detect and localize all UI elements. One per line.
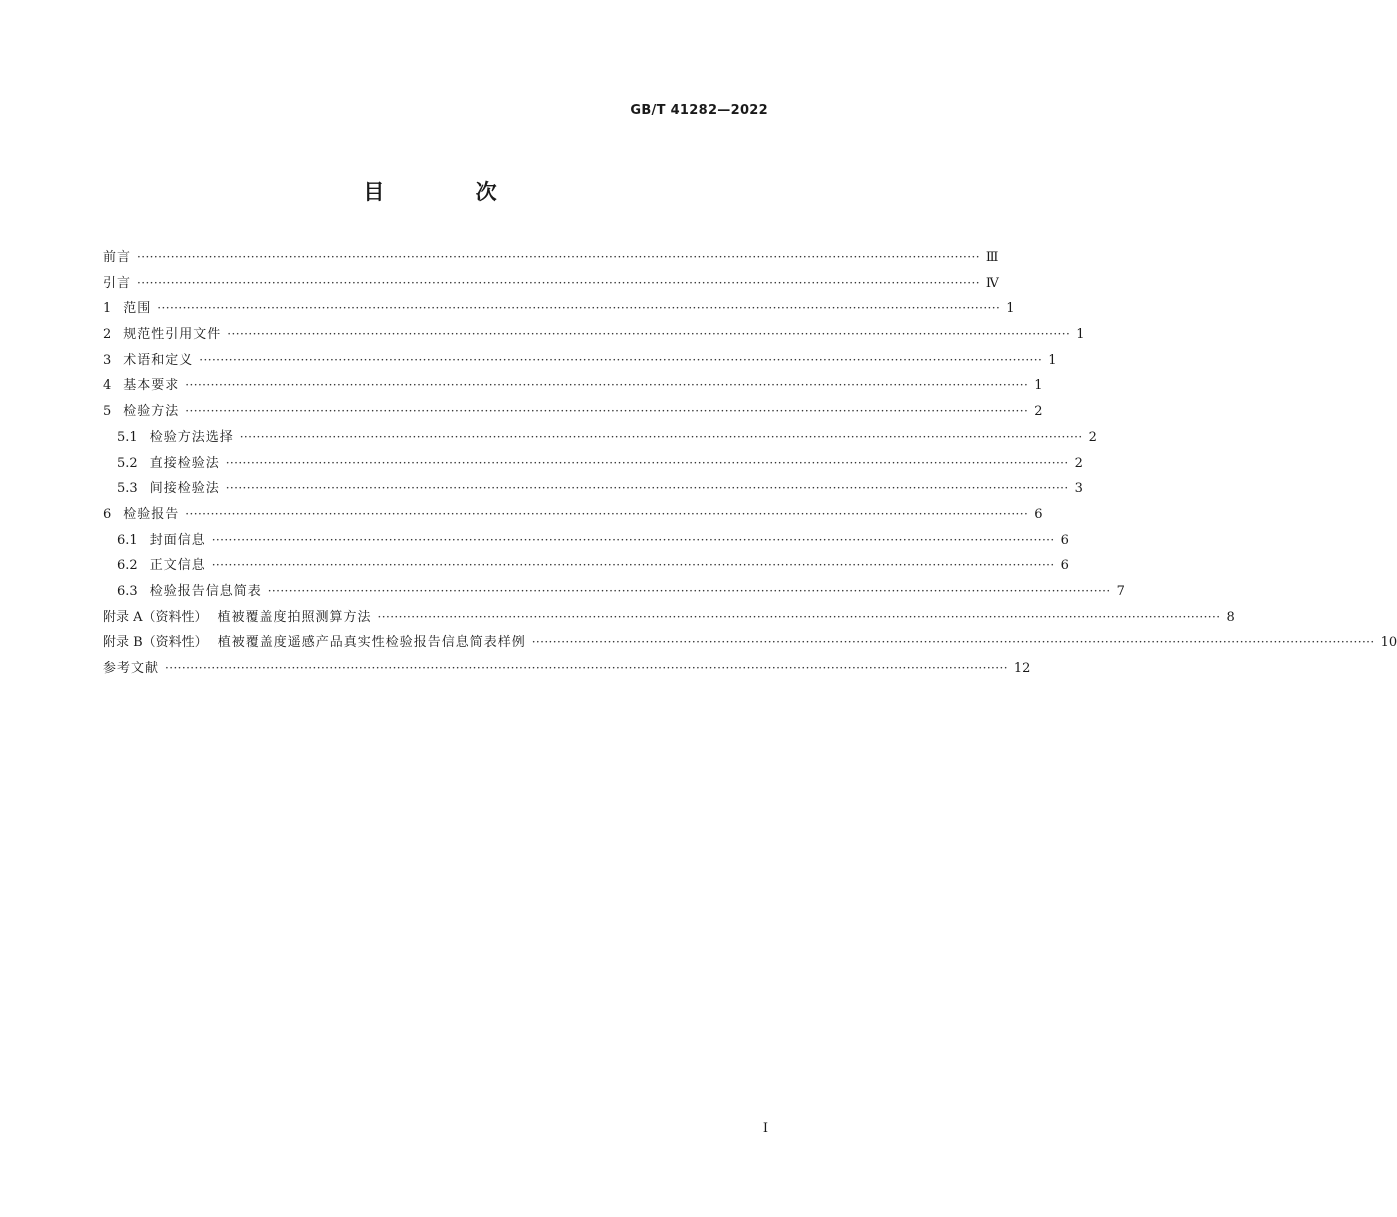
toc-entry[interactable] xyxy=(103,426,1097,452)
toc-entry-page: 2 xyxy=(1074,455,1083,471)
toc-leader-dots: ········································································································································································································ xyxy=(267,583,1111,598)
toc-entry[interactable] xyxy=(103,400,1043,426)
toc-entry[interactable] xyxy=(103,349,1057,375)
toc-entry[interactable] xyxy=(103,554,1069,580)
toc-entry-number: 2 xyxy=(103,327,112,343)
toc-entry[interactable] xyxy=(103,580,1125,606)
toc-leader-dots: ········································································································································································································ xyxy=(137,250,980,264)
toc-entry[interactable] xyxy=(103,246,999,272)
toc-entry-number: 3 xyxy=(103,352,112,368)
toc-leader-dots: ········································································································································································································ xyxy=(185,378,1029,393)
toc-entry-page: 3 xyxy=(1074,481,1083,497)
toc-entry-label: 前言 xyxy=(103,250,132,265)
toc-entry-label: 范围 xyxy=(123,301,152,317)
toc-leader-dots: ········································································································································································································ xyxy=(199,352,1043,367)
page-title: 目 次 xyxy=(363,180,539,204)
toc-entry-page: 6 xyxy=(1034,506,1043,522)
toc-entry-label: 直接检验法 xyxy=(149,455,220,471)
toc-entry-label: 术语和定义 xyxy=(123,352,194,368)
toc-leader-dots: ········································································································································································································ xyxy=(185,506,1029,521)
toc-entry-number: 附录 B（资料性） xyxy=(103,635,208,651)
toc-entry[interactable] xyxy=(103,529,1069,555)
toc-entry-label: 间接检验法 xyxy=(149,481,220,497)
toc-entry-number: 6 xyxy=(103,506,112,522)
toc-entry-page: 2 xyxy=(1088,429,1097,445)
toc-leader-dots: ········································································································································································································ xyxy=(157,301,1001,316)
toc-entry-label: 检验报告 xyxy=(123,506,180,522)
table-of-contents xyxy=(103,246,1397,683)
toc-entry[interactable] xyxy=(103,323,1085,349)
toc-leader-dots: ········································································································································································································ xyxy=(225,455,1069,470)
toc-leader-dots: ········································································································································································································ xyxy=(531,635,1375,650)
toc-leader-dots: ········································································································································································································ xyxy=(239,429,1083,444)
toc-entry-label: 植被覆盖度遥感产品真实性检验报告信息简表样例 xyxy=(217,635,526,651)
toc-entry[interactable] xyxy=(103,477,1083,503)
toc-entry-number: 4 xyxy=(103,378,112,394)
toc-entry-page: 1 xyxy=(1076,327,1085,343)
toc-entry-label: 植被覆盖度拍照测算方法 xyxy=(217,609,372,625)
toc-entry-number: 6.2 xyxy=(117,558,138,574)
toc-leader-dots: ········································································································································································································ xyxy=(225,481,1069,496)
toc-entry-number: 附录 A（资料性） xyxy=(103,609,208,625)
toc-leader-dots: ········································································································································································································ xyxy=(185,404,1029,419)
toc-leader-dots: ········································································································································································································ xyxy=(211,532,1055,547)
toc-entry-number: 1 xyxy=(103,301,112,317)
toc-entry-label: 引言 xyxy=(103,275,132,291)
toc-entry-page: Ⅲ xyxy=(985,250,999,265)
toc-leader-dots: ········································································································································································································ xyxy=(227,327,1071,342)
toc-entry[interactable] xyxy=(103,452,1083,478)
toc-entry-label: 检验报告信息简表 xyxy=(149,583,262,599)
toc-entry-page: 12 xyxy=(1013,661,1031,676)
toc-entry-number: 5.2 xyxy=(117,455,138,471)
toc-entry[interactable] xyxy=(103,272,999,298)
toc-entry-page: 8 xyxy=(1226,609,1235,625)
toc-entry-label: 检验方法 xyxy=(123,404,180,420)
toc-entry-label: 规范性引用文件 xyxy=(123,327,222,343)
toc-entry[interactable] xyxy=(103,374,1043,400)
toc-leader-dots: ········································································································································································································ xyxy=(165,661,1008,675)
toc-entry[interactable] xyxy=(103,503,1043,529)
toc-entry-page: Ⅳ xyxy=(985,275,999,291)
toc-entry-page: 1 xyxy=(1048,352,1057,368)
toc-entry[interactable] xyxy=(103,631,1397,657)
toc-entry-page: 6 xyxy=(1060,532,1069,548)
toc-entry-page: 6 xyxy=(1060,558,1069,574)
toc-entry-label: 检验方法选择 xyxy=(149,429,234,445)
toc-entry-page: 1 xyxy=(1006,301,1015,317)
standard-code: GB/T 41282—2022 xyxy=(630,103,768,118)
toc-entry-page: 7 xyxy=(1116,583,1125,599)
toc-entry-number: 5.1 xyxy=(117,429,138,445)
toc-entry-label: 参考文献 xyxy=(103,661,160,676)
toc-entry-page: 10 xyxy=(1380,635,1397,651)
toc-leader-dots: ········································································································································································································ xyxy=(211,558,1055,573)
footer-page-number: I xyxy=(762,1121,768,1136)
toc-entry[interactable] xyxy=(103,657,1031,683)
toc-entry-label: 正文信息 xyxy=(149,558,206,574)
toc-entry-number: 5 xyxy=(103,404,112,420)
toc-entry-label: 基本要求 xyxy=(123,378,180,394)
toc-entry-number: 5.3 xyxy=(117,481,138,497)
toc-entry-page: 1 xyxy=(1034,378,1043,394)
toc-leader-dots: ········································································································································································································ xyxy=(377,609,1221,624)
toc-entry[interactable] xyxy=(103,606,1235,632)
toc-entry-page: 2 xyxy=(1034,404,1043,420)
toc-entry-label: 封面信息 xyxy=(149,532,206,548)
toc-entry-number: 6.1 xyxy=(117,532,138,548)
toc-entry-number: 6.3 xyxy=(117,583,138,599)
toc-leader-dots: ········································································································································································································ xyxy=(137,275,980,290)
toc-entry[interactable] xyxy=(103,297,1015,323)
